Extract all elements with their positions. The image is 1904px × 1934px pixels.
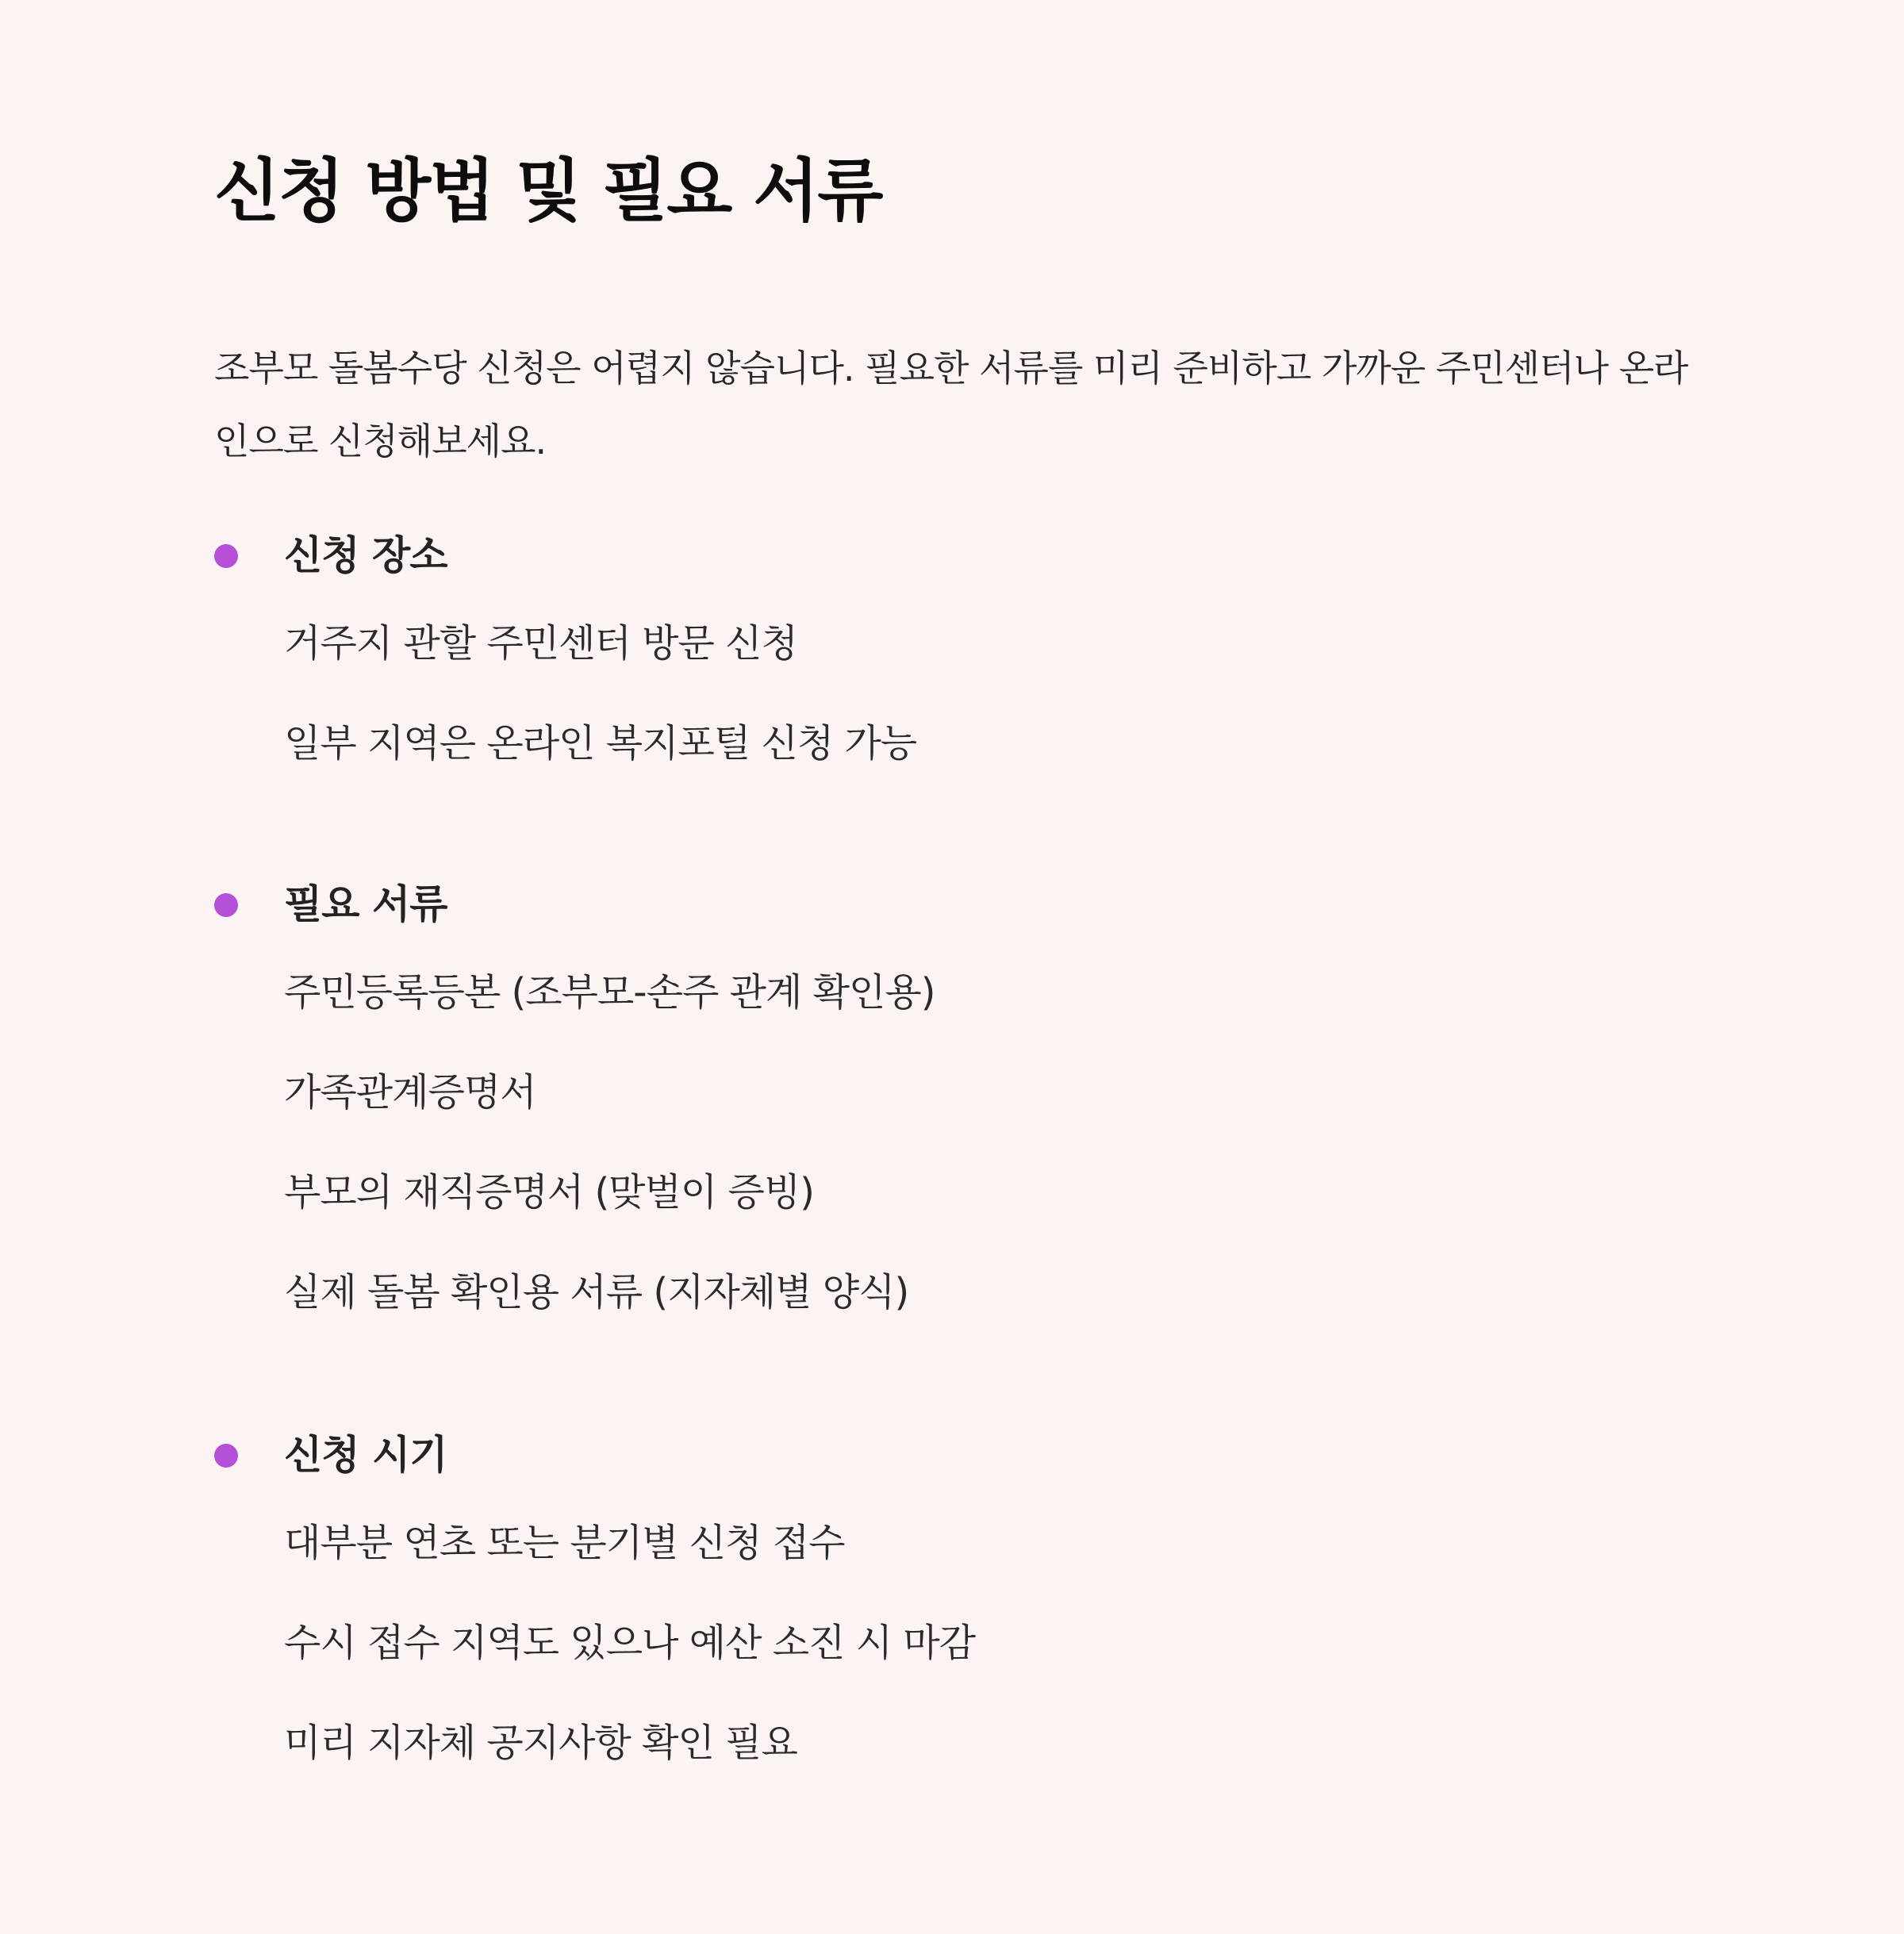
bullet-dot-icon [214, 1444, 238, 1468]
list-item: 부모의 재직증명서 (맞벌이 증빙) [284, 1170, 815, 1215]
list-item: 거주지 관할 주민센터 방문 신청 [284, 621, 797, 666]
item-list [214, 942, 1722, 1342]
section-title: 신청 장소 [284, 532, 447, 578]
list-item: 가족관계증명서 [284, 1070, 536, 1115]
section-header [214, 517, 1722, 593]
item-list [214, 593, 1722, 793]
list-item: 실제 돌봄 확인용 서류 (지자체별 양식) [284, 1270, 909, 1314]
section-title: 필요 서류 [284, 881, 447, 927]
intro-paragraph: 조부모 돌봄수당 신청은 어렵지 않습니다. 필요한 서류를 미리 준비하고 가까운 주민센터나 온라인으로 신청해보세요. [214, 347, 1688, 462]
list-item: 미리 지자체 공지사항 확인 필요 [284, 1721, 797, 1765]
list-item: 대부분 연초 또는 분기별 신청 접수 [284, 1521, 845, 1565]
section-header [214, 1417, 1722, 1493]
section-title: 신청 시기 [284, 1432, 447, 1478]
section-documents [214, 866, 1722, 1342]
page-title: 신청 방법 및 필요 서류 [214, 152, 882, 231]
list-item: 수시 접수 지역도 있으나 예산 소진 시 마감 [284, 1621, 976, 1665]
bullet-dot-icon [214, 893, 238, 917]
section-location [214, 517, 1722, 793]
section-header [214, 866, 1722, 942]
list-item: 일부 지역은 온라인 복지포털 신청 가능 [284, 721, 917, 766]
list-item: 주민등록등본 (조부모-손주 관계 확인용) [284, 970, 935, 1015]
bullet-dot-icon [214, 544, 238, 568]
item-list [214, 1493, 1722, 1793]
section-timing [214, 1417, 1722, 1793]
